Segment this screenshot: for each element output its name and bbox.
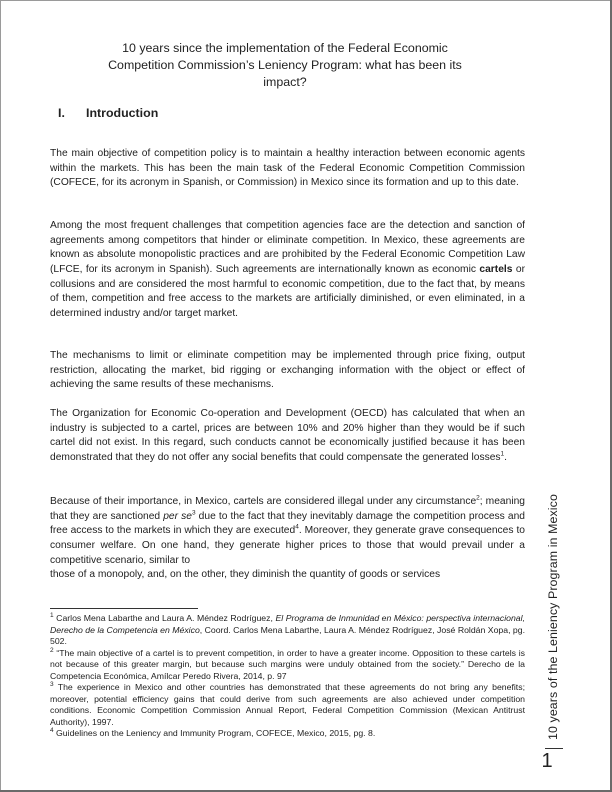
section-heading	[58, 106, 158, 120]
footnote-4	[50, 728, 525, 740]
footnote-4-text: Guidelines on the Leniency and Immunity Program, COFECE, Mexico, 2015, pg. 8.	[56, 728, 376, 738]
page-number: 1	[541, 750, 553, 772]
footnotes	[50, 613, 525, 740]
paragraph-2-text-b: or collusions and are considered the most harmful to economic competition, due to the fact that, by means of them, competition and free access to the markets are artificially diminished, or even eliminated, in a determined industry and/or target market.	[50, 264, 525, 319]
footnote-1-work: El Programa de Inmunidad en México: perspectiva internacional, Derecho de la Competencia en México	[50, 613, 525, 635]
footnote-4-mark: 4	[50, 727, 54, 735]
paragraph-5-text-d: . Moreover, they generate grave consequences to consumer welfare. On one hand, they generate higher prices to those that would prevail under a competitive scenario, similar to	[50, 525, 525, 566]
cartels-term: cartels	[479, 264, 513, 276]
running-title-rule	[545, 748, 563, 749]
footnote-ref-1[interactable]: 1	[500, 450, 505, 458]
footnote-separator	[50, 608, 198, 609]
document-title: 10 years since the implementation of the Federal Economic Competition Commission’s Leniency Program: what has been its impact?	[108, 41, 462, 89]
footnote-1-authors: Carlos Mena Labarthe and Laura A. Méndez Rodríguez,	[56, 613, 276, 623]
footnote-1-rest: , Coord. Carlos Mena Labarthe, Laura A. Méndez Rodríguez, José Roldán Xopa, pg. 502.	[50, 624, 525, 646]
footnote-3-text: The experience in Mexico and other countries has demonstrated that these agreements do not bring any benefits; moreover, potential efficiency gains that could derive from such agreements are also achieved under competition conditions. Economic Competition Commission Annual Report, Federal Competition Commission (Mexican Antitrust Authority), 1997.	[50, 682, 525, 727]
paragraph-5-text-e: those of a monopoly, and, on the other, they diminish the quantity of goods or services	[50, 569, 441, 581]
paragraph-2	[50, 219, 525, 321]
paragraph-1: The main objective of competition policy is to maintain a healthy interaction between economic agents within the markets. This has been the main task of the Federal Economic Competition Commission (COFECE, for its acronym in Spanish, or Commission) in Mexico since its formation and up to this date.	[50, 148, 525, 189]
footnote-2	[50, 648, 525, 683]
footnote-2-mark: 2	[50, 646, 54, 654]
section-number: I.	[58, 106, 65, 120]
footnote-1	[50, 613, 525, 648]
footnote-ref-2[interactable]: 2	[476, 494, 480, 502]
running-title: 10 years of the Leniency Program in Mexico	[546, 494, 560, 740]
footnote-2-text: “The main objective of a cartel is to prevent competition, in order to have a greater income. Opposition to these cartels is not because of this greater margin, but because such margins were unduly obtained from the society.” Derecho de la Competencia Económica, Amílcar Peredo Rivera, 2014, p. 97	[50, 647, 525, 681]
paragraph-4-text: The Organization for Economic Co-operation and Development (OECD) has calculated that when an industry is subjected to a cartel, prices are between 10% and 20% higher than they would be if such cartel did not exist. In this regard, such conducts cannot be economically justified because it has been demonstrated that they do not offer any social benefits that could compensate the generated losses	[50, 408, 525, 464]
paragraph-5-text-c: due to the fact that they inevitably damage the competition process and free access to the markets in which they are executed	[50, 510, 525, 537]
paragraph-4-end: .	[504, 452, 508, 464]
footnote-3	[50, 682, 525, 728]
footnote-ref-3[interactable]: 3	[191, 509, 196, 517]
paragraph-4	[50, 407, 525, 465]
paragraph-5	[50, 495, 525, 583]
section-heading-text: Introduction	[86, 106, 159, 120]
per-se-term: per se	[163, 510, 192, 522]
paragraph-3: The mechanisms to limit or eliminate competition may be implemented through price fixing, output restriction, allocating the market, bid rigging or exchanging information with the object or effect of achieving the same results of these mechanisms.	[50, 350, 525, 391]
footnote-ref-4[interactable]: 4	[295, 524, 299, 532]
footnote-3-mark: 3	[50, 681, 54, 689]
paragraph-2-text-a: Among the most frequent challenges that competition agencies face are the detection and sanction of agreements among competitors that hinder or eliminate competition. In Mexico, these agreements are known as absolute monopolistic practices and are prohibited by the Federal Economic Competition Law (LFCE, for its acronym in Spanish). Such agreements are internationally known as economic	[50, 220, 525, 276]
paragraph-5-text-a: Because of their importance, in Mexico, cartels are considered illegal under any circumstance	[50, 496, 477, 508]
paragraph-5-text-b: ; meaning that they are sanctioned	[50, 496, 526, 522]
footnote-1-mark: 1	[50, 612, 54, 620]
